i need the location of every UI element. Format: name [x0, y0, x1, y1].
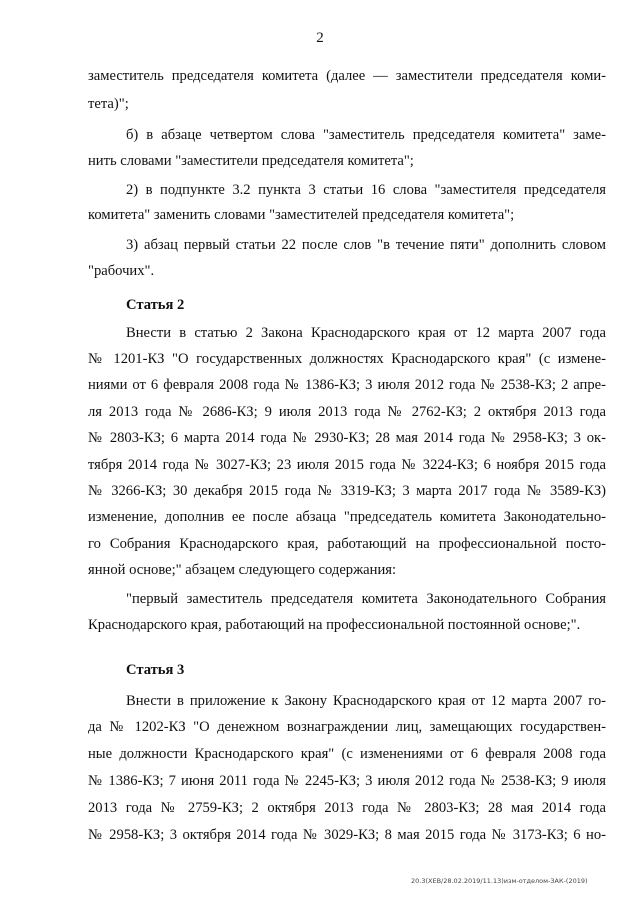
text-line: нить словами "заместители председателя комитета";: [88, 153, 414, 169]
text-line: № 2803-КЗ; 6 марта 2014 года № 2930-КЗ; 28 мая 2014 года № 2958-КЗ; 3 ок-: [88, 430, 606, 446]
document-footer-code: 20.3(ХЕВ/28.02.2019/11.13)изм-отделом-ЗАК-(2019): [411, 877, 588, 885]
text-line: да № 1202-КЗ "О денежном вознаграждении лиц, замещающих государствен-: [88, 719, 606, 735]
text-line: тября 2014 года № 3027-КЗ; 23 июля 2015 года № 3224-КЗ; 6 ноября 2015 года: [88, 457, 606, 473]
text-line: ля 2013 года № 2686-КЗ; 9 июля 2013 года № 2762-КЗ; 2 октября 2013 года: [88, 404, 606, 420]
text-line: тета)";: [88, 96, 129, 112]
text-line: 3) абзац первый статьи 22 после слов "в течение пяти" дополнить словом: [126, 237, 606, 253]
text-line: комитета" заменить словами "заместителей председателя комитета";: [88, 207, 515, 223]
text-line: Краснодарского края, работающий на профессиональной постоянной основе;".: [88, 617, 581, 633]
text-line: № 2958-КЗ; 3 октября 2014 года № 3029-КЗ; 8 мая 2015 года № 3173-КЗ; 6 но-: [88, 827, 606, 843]
text-line: "первый заместитель председателя комитета Законодательного Собрания: [126, 591, 606, 607]
text-line: заместитель председателя комитета (далее — заместители председателя коми-: [88, 68, 606, 84]
text-line: № 1201-КЗ "О государственных должностях Краснодарского края" (с измене-: [88, 351, 606, 367]
text-line: № 3266-КЗ; 30 декабря 2015 года № 3319-КЗ; 3 марта 2017 года № 3589-КЗ): [88, 483, 606, 499]
text-line: ниями от 6 февраля 2008 года № 1386-КЗ; 3 июля 2012 года № 2538-КЗ; 2 апре-: [88, 377, 606, 393]
page-number: 2: [316, 30, 324, 46]
text-line: "рабочих".: [88, 263, 155, 279]
text-line: го Собрания Краснодарского края, работающий на профессиональной посто-: [88, 536, 606, 552]
text-line: 2013 года № 2759-КЗ; 2 октября 2013 года № 2803-КЗ; 28 мая 2014 года: [88, 800, 606, 816]
text-line: изменение, дополнив ее после абзаца "председатель комитета Законодательно-: [88, 509, 606, 525]
text-line: Внести в приложение к Закону Краснодарского края от 12 марта 2007 го-: [126, 693, 606, 709]
text-line: № 1386-КЗ; 7 июня 2011 года № 2245-КЗ; 3 июля 2012 года № 2538-КЗ; 9 июля: [88, 773, 606, 789]
text-line: янной основе;" абзацем следующего содержания:: [88, 562, 397, 578]
text-line: ные должности Краснодарского края" (с изменениями от 6 февраля 2008 года: [88, 746, 606, 762]
text-line: б) в абзаце четвертом слова "заместитель председателя комитета" заме-: [126, 127, 606, 143]
text-line: 2) в подпункте 3.2 пункта 3 статьи 16 слова "заместителя председателя: [126, 182, 606, 198]
article-2-heading: Статья 2: [126, 297, 185, 313]
text-line: Внести в статью 2 Закона Краснодарского края от 12 марта 2007 года: [126, 325, 606, 341]
article-3-heading: Статья 3: [126, 662, 185, 678]
